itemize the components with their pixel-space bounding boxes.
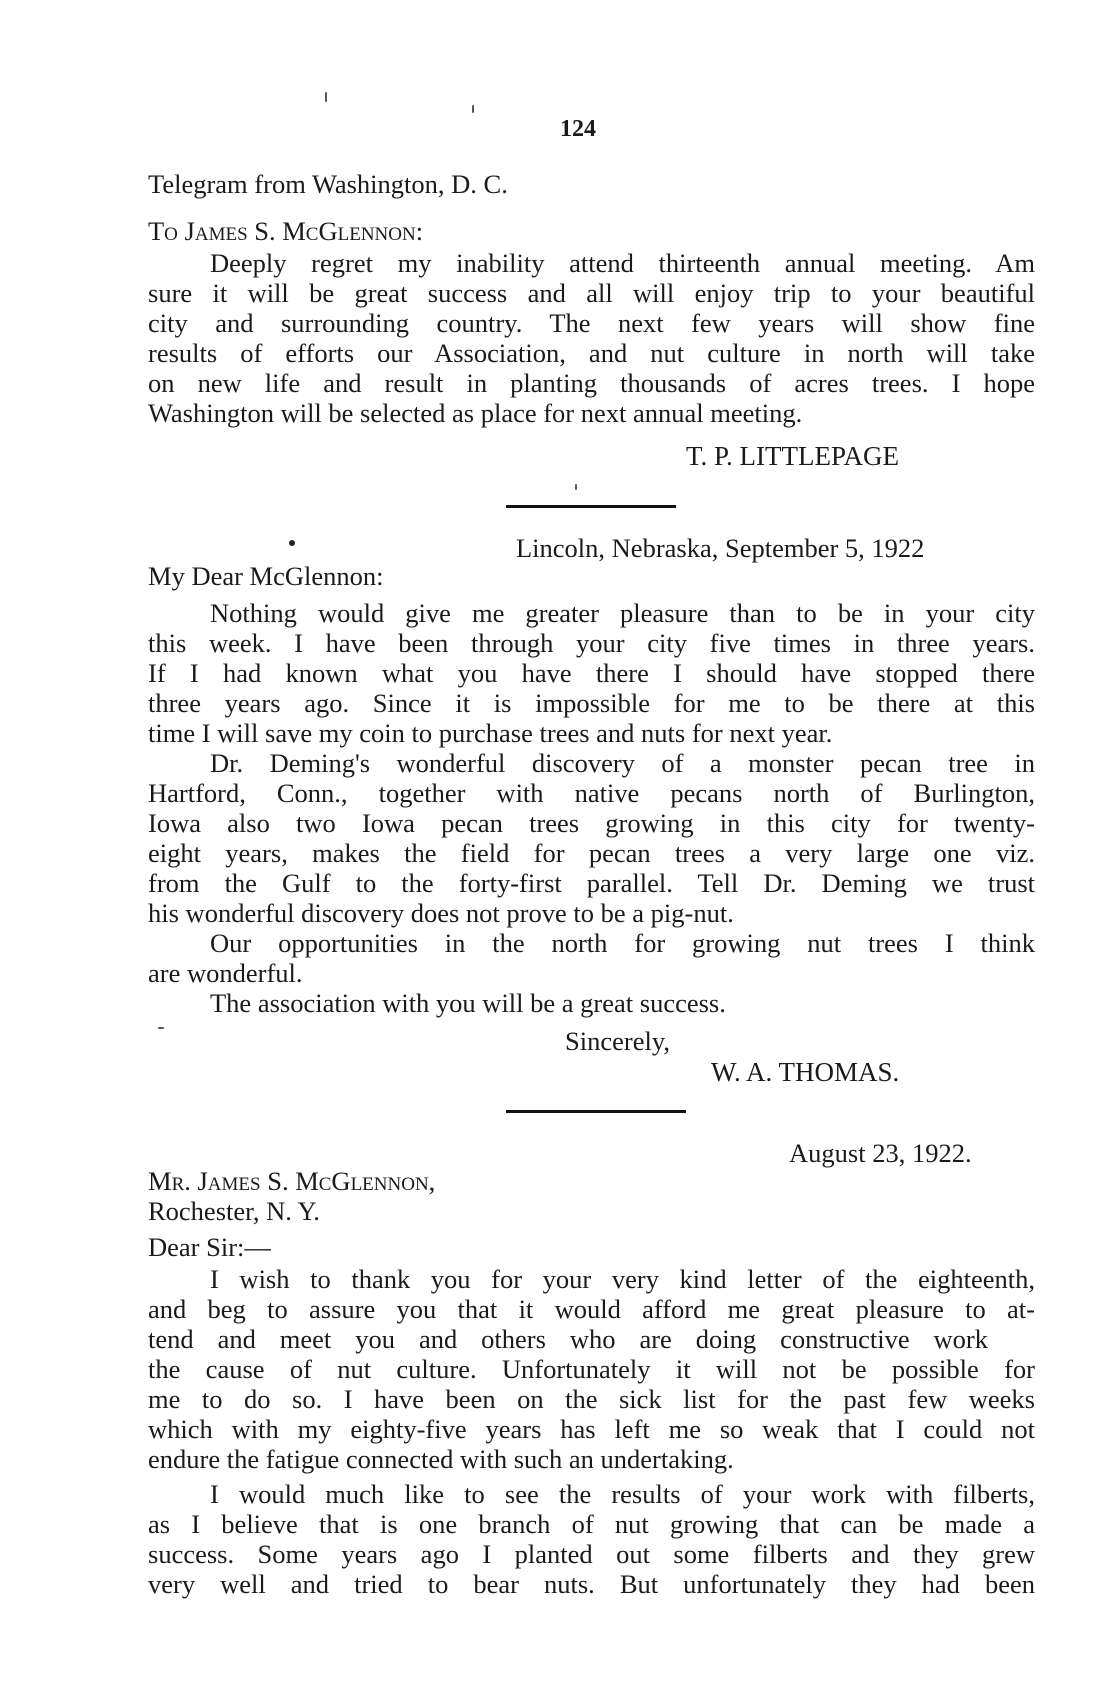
scan-speck	[325, 92, 327, 102]
letter1-closing: Sincerely,	[565, 1026, 670, 1056]
letter1-signature: W. A. THOMAS.	[711, 1057, 900, 1087]
scan-speck	[472, 105, 474, 113]
letter2-line: which with my eighty-five years has left me so weak that I could not	[148, 1414, 1035, 1444]
telegram-line: on new life and result in planting thousands of acres trees. I hope	[148, 368, 1035, 398]
letter1-line: The association with you will be a great success.	[210, 988, 726, 1018]
letter1-line: three years ago. Since it is impossible for me to be there at this	[148, 688, 1035, 718]
scan-speck	[158, 1027, 164, 1029]
telegram-line: sure it will be great success and all will enjoy trip to your beautiful	[148, 278, 1035, 308]
letter2-line: me to do so. I have been on the sick list for the past few weeks	[148, 1384, 1035, 1414]
telegram-heading: Telegram from Washington, D. C.	[148, 169, 508, 199]
letter2-line: the cause of nut culture. Unfortunately it will not be possible for	[148, 1354, 1035, 1384]
scan-speck	[575, 484, 577, 490]
letter1-line: Iowa also two Iowa pecan trees growing in this city for twenty-	[148, 808, 1035, 838]
letter1-line: Hartford, Conn., together with native pecans north of Burlington,	[148, 778, 1035, 808]
scan-speck	[289, 540, 295, 546]
letter2-line: and beg to assure you that it would afford me great pleasure to at-	[148, 1294, 1035, 1324]
letter1-line: his wonderful discovery does not prove to be a pig-nut.	[148, 898, 734, 928]
letter2-line: I would much like to see the results of your work with filberts,	[210, 1479, 1035, 1509]
letter2-line: I wish to thank you for your very kind letter of the eighteenth,	[210, 1264, 1035, 1294]
telegram-line: Washington will be selected as place for next annual meeting.	[148, 398, 803, 428]
letter1-line: from the Gulf to the forty-first parallel. Tell Dr. Deming we trust	[148, 868, 1035, 898]
section-divider	[506, 1110, 686, 1113]
telegram-signature: T. P. LITTLEPAGE	[686, 441, 899, 471]
letter1-line: Nothing would give me greater pleasure than to be in your city	[210, 598, 1035, 628]
telegram-line: city and surrounding country. The next few years will show fine	[148, 308, 1035, 338]
letter1-line: Dr. Deming's wonderful discovery of a monster pecan tree in	[210, 748, 1035, 778]
letter1-line: eight years, makes the field for pecan trees a very large one viz.	[148, 838, 1035, 868]
telegram-line: results of efforts our Association, and nut culture in north will take	[148, 338, 1035, 368]
page-number: 124	[560, 116, 596, 142]
letter2-dateline: August 23, 1922.	[789, 1138, 972, 1168]
letter2-line: tend and meet you and others who are doing constructive work	[148, 1324, 988, 1354]
letter2-line: endure the fatigue connected with such an undertaking.	[148, 1444, 734, 1474]
letter1-salutation: My Dear McGlennon:	[148, 561, 384, 591]
letter2-address: Rochester, N. Y.	[148, 1196, 320, 1226]
telegram-salutation: To James S. McGlennon:	[148, 216, 424, 246]
section-divider	[506, 505, 676, 508]
letter1-line: If I had known what you have there I should have stopped there	[148, 658, 1035, 688]
letter1-line: are wonderful.	[148, 958, 303, 988]
letter2-salutation: Dear Sir:—	[148, 1232, 271, 1262]
letter2-line: very well and tried to bear nuts. But unfortunately they had been	[148, 1569, 1035, 1599]
letter1-dateline: Lincoln, Nebraska, September 5, 1922	[516, 533, 925, 563]
letter2-addressee: Mr. James S. McGlennon,	[148, 1166, 436, 1196]
telegram-line: Deeply regret my inability attend thirteenth annual meeting. Am	[210, 248, 1035, 278]
letter2-line: success. Some years ago I planted out some filberts and they grew	[148, 1539, 1035, 1569]
letter2-line: as I believe that is one branch of nut growing that can be made a	[148, 1509, 1035, 1539]
letter1-line: this week. I have been through your city five times in three years.	[148, 628, 1035, 658]
letter1-line: Our opportunities in the north for growing nut trees I think	[210, 928, 1035, 958]
letter1-line: time I will save my coin to purchase trees and nuts for next year.	[148, 718, 833, 748]
